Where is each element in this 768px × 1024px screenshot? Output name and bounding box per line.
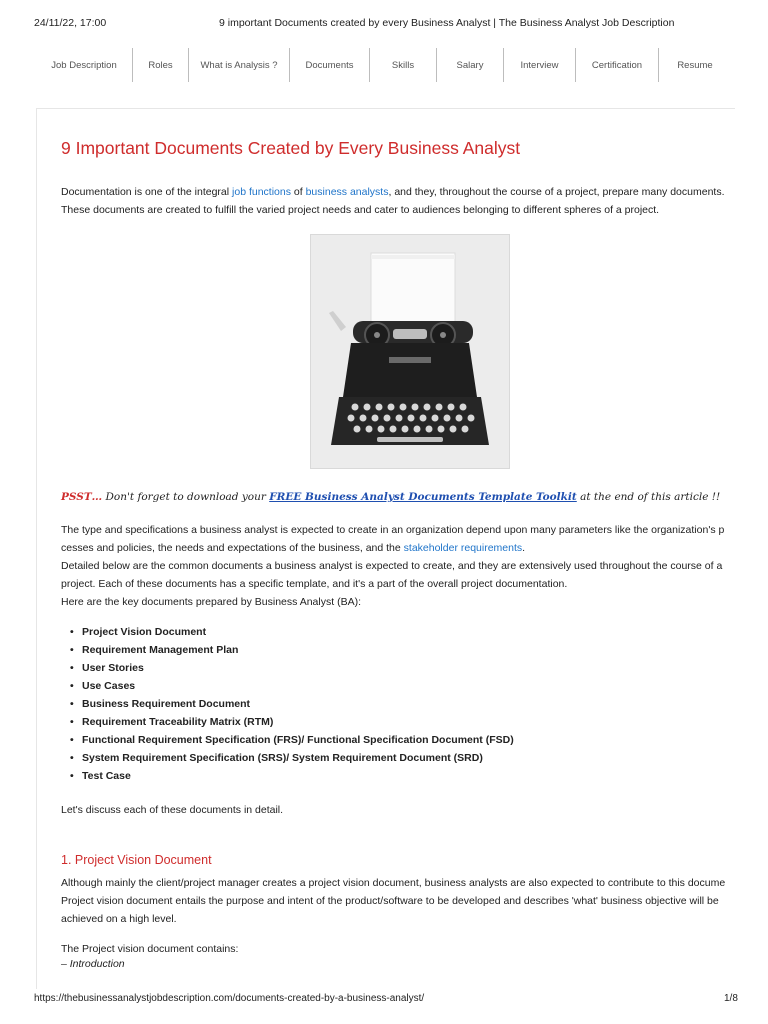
discuss-text: Let's discuss each of these documents in detail. bbox=[61, 804, 284, 816]
print-header bbox=[0, 17, 768, 33]
list-item: • Use Cases bbox=[82, 677, 514, 695]
article-content bbox=[36, 108, 735, 989]
nav-job-description[interactable]: Job Description bbox=[36, 48, 133, 82]
nav-salary[interactable]: Salary bbox=[437, 48, 504, 82]
body-text: cesses and policies, the needs and expectations of the business, and the bbox=[61, 542, 404, 554]
print-page-title: 9 important Documents created by every Business Analyst | The Business Analyst Job Description bbox=[219, 17, 675, 29]
list-item: • System Requirement Specification (SRS)/ System Requirement Document (SRD) bbox=[82, 749, 514, 767]
list-item: • Business Requirement Document bbox=[82, 695, 514, 713]
section1-line-1: Although mainly the client/project manager creates a project vision document, business analysts are also expected to contribute to this docume bbox=[61, 877, 726, 889]
nav-resume[interactable]: Resume bbox=[677, 59, 713, 71]
intro-line-2: These documents are created to fulfill the varied project needs and cater to audiences belonging to different spheres of a project. bbox=[61, 204, 660, 216]
nav-what-is-analysis[interactable]: What is Analysis ? bbox=[189, 48, 290, 82]
job-functions-link[interactable]: job functions bbox=[232, 186, 291, 198]
list-item: • User Stories bbox=[82, 659, 514, 677]
list-item: • Test Case bbox=[82, 767, 514, 785]
intro-text: , and they, throughout the course of a project, prepare many documents. bbox=[388, 186, 725, 198]
list-item: • Functional Requirement Specification (FRS)/ Functional Specification Document (FSD) bbox=[82, 731, 514, 749]
typewriter-illustration bbox=[311, 235, 509, 468]
intro-line-1 bbox=[61, 183, 725, 201]
print-url: https://thebusinessanalystjobdescription.com/documents-created-by-a-business-analyst/ bbox=[34, 993, 425, 1004]
body-text: . bbox=[522, 542, 526, 554]
documents-list bbox=[61, 623, 514, 785]
section1-line-3: achieved on a high level. bbox=[61, 913, 177, 925]
body-p1-line-1: The type and specifications a business analyst is expected to create in an organization depend upon many parameters like the organization's p bbox=[61, 524, 725, 536]
print-date: 24/11/22, 17:00 bbox=[34, 17, 107, 29]
body-p2-line-2: project. Each of these documents has a specific template, and it's a part of the overall project documentation. bbox=[61, 578, 568, 590]
body-p2-line-1: Detailed below are the common documents a business analyst is expected to create, and they are extensively used throughout the course of a bbox=[61, 560, 723, 572]
toolkit-download-link[interactable]: FREE Business Analyst Documents Template Toolkit bbox=[269, 491, 577, 503]
intro-text: Documentation is one of the integral bbox=[61, 186, 233, 198]
nav-skills[interactable]: Skills bbox=[370, 48, 437, 82]
list-item: • Project Vision Document bbox=[82, 623, 514, 641]
nav-interview[interactable]: Interview bbox=[504, 48, 576, 82]
article-title: 9 Important Documents Created by Every Business Analyst bbox=[61, 138, 521, 158]
section1-line-2: Project vision document entails the purpose and intent of the product/software to be developed and describes 'what' business objective will be bbox=[61, 895, 719, 907]
section1-item-introduction: – Introduction bbox=[61, 958, 125, 970]
psst-label: PSST… bbox=[61, 491, 103, 503]
list-item: • Requirement Traceability Matrix (RTM) bbox=[82, 713, 514, 731]
nav-certification[interactable]: Certification bbox=[576, 48, 659, 82]
nav-roles[interactable]: Roles bbox=[133, 48, 189, 82]
body-p1-line-2 bbox=[61, 539, 525, 557]
business-analysts-link[interactable]: business analysts bbox=[305, 186, 389, 198]
psst-text: Don't forget to download your bbox=[102, 491, 270, 503]
psst-promo bbox=[61, 491, 720, 503]
body-p3: Here are the key documents prepared by Business Analyst (BA): bbox=[61, 596, 361, 608]
print-page-number: 1/8 bbox=[724, 993, 738, 1004]
list-item: • Requirement Management Plan bbox=[82, 641, 514, 659]
psst-suffix: at the end of this article !! bbox=[576, 491, 721, 503]
section1-contains: The Project vision document contains: bbox=[61, 943, 239, 955]
section-heading: 1. Project Vision Document bbox=[61, 853, 212, 867]
intro-text: of bbox=[291, 186, 306, 198]
top-navigation bbox=[36, 48, 736, 82]
typewriter-image bbox=[310, 234, 510, 469]
nav-documents[interactable]: Documents bbox=[290, 48, 370, 82]
stakeholder-requirements-link[interactable]: stakeholder requirements bbox=[403, 542, 523, 554]
